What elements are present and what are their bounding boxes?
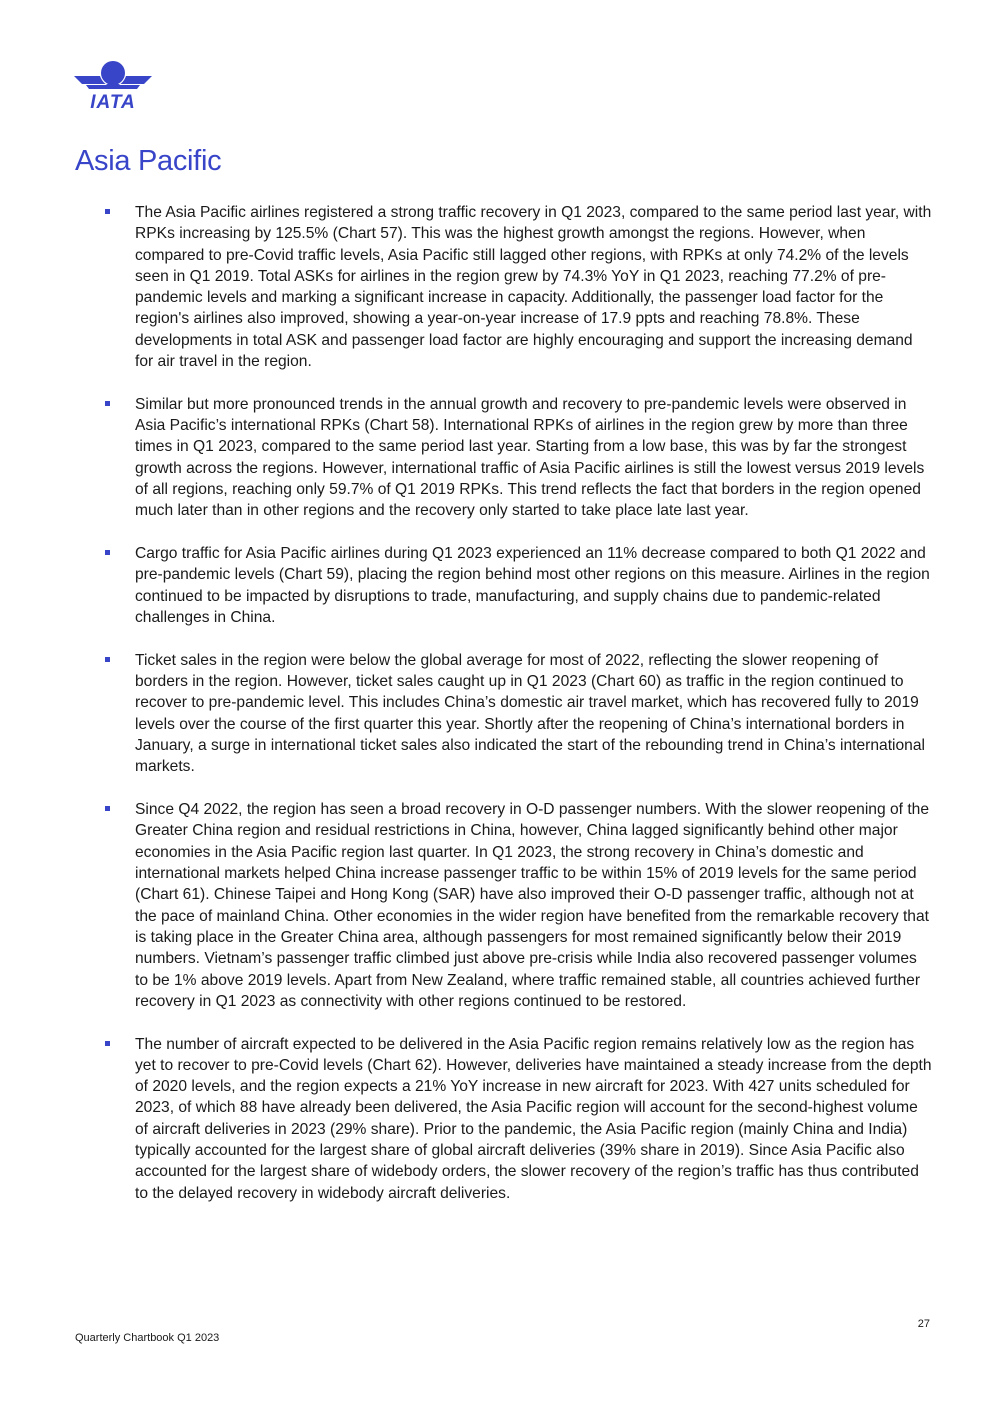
bullet-square-icon xyxy=(105,550,110,555)
bullet-passenger-traffic xyxy=(103,202,933,372)
bullet-square-icon xyxy=(105,1041,110,1046)
bullet-text: Since Q4 2022, the region has seen a broad recovery in O-D passenger numbers. With the slower reopening of the Greater China region and residual restrictions in China, however, China lagged significantly behind other major economies in the Asia Pacific region last quarter. In Q1 2023, the strong recovery in China’s domestic and international markets helped China increase passenger traffic to be within 15% of 2019 levels for the same period (Chart 61). Chinese Taipei and Hong Kong (SAR) have also improved their O-D passenger traffic, although not at the pace of mainland China. Other economies in the wider region have benefited from the remarkable recovery that is taking place in the Greater China area, although passengers for most remained significantly below their 2019 numbers. Vietnam’s passenger traffic climbed just above pre-crisis while India also recovered passenger volumes to be 1% above 2019 levels. Apart from New Zealand, where traffic remained stable, all countries achieved further recovery in Q1 2023 as connectivity with other regions continued to be restored. xyxy=(135,801,929,1010)
bullet-square-icon xyxy=(105,806,110,811)
bullet-square-icon xyxy=(105,209,110,214)
iata-logo xyxy=(74,60,152,112)
bullet-ticket-sales xyxy=(103,650,933,778)
footer-publication: Quarterly Chartbook Q1 2023 xyxy=(75,1332,220,1344)
bullet-text: Ticket sales in the region were below the global average for most of 2022, reflecting the slower reopening of borders in the region. However, ticket sales caught up in Q1 2023 (Chart 60) as traffic in the region continued to recover to pre-pandemic level. This includes China’s domestic air travel market, which has recovered fully to 2019 levels over the course of the first quarter this year. Shortly after the reopening of China’s international borders in January, a surge in international ticket sales also indicated the start of the rebounding trend in China’s international markets. xyxy=(135,651,925,776)
bullet-international-rpks xyxy=(103,394,933,522)
bullet-text: Cargo traffic for Asia Pacific airlines during Q1 2023 experienced an 11% decrease compared to both Q1 2022 and pre-pandemic levels (Chart 59), placing the region behind most other regions on this measure. Airlines in the region continued to be impacted by disruptions to trade, manufacturing, and supply chains due to pandemic-related challenges in China. xyxy=(135,545,930,627)
page-title: Asia Pacific xyxy=(75,145,222,177)
bullet-square-icon xyxy=(105,657,110,662)
bullet-square-icon xyxy=(105,401,110,406)
bullet-list xyxy=(103,202,933,1225)
bullet-cargo-traffic xyxy=(103,543,933,628)
bullet-text: The Asia Pacific airlines registered a strong traffic recovery in Q1 2023, compared to the same period last year, with RPKs increasing by 125.5% (Chart 57). This was the highest growth amongst the regions. However, when compared to pre-Covid traffic levels, Asia Pacific still lagged other regions, with RPKs at only 74.2% of the levels seen in Q1 2019. Total ASKs for airlines in the region grew by 74.3% YoY in Q1 2023, reaching 77.2% of pre-pandemic levels and marking a significant increase in capacity. Additionally, the passenger load factor for the region's airlines also improved, showing a year-on-year increase of 17.9 ppts and reaching 78.8%. These developments in total ASK and passenger load factor are highly encouraging and support the increasing demand for air travel in the region. xyxy=(135,204,932,371)
bullet-text: The number of aircraft expected to be delivered in the Asia Pacific region remains relatively low as the region has yet to recover to pre-Covid levels (Chart 62). However, deliveries have maintained a steady increase from the depth of 2020 levels, and the region expects a 21% YoY increase in new aircraft for 2023. With 427 units scheduled for 2023, of which 88 have already been delivered, the Asia Pacific region will account for the second-highest volume of aircraft deliveries in 2023 (29% share). Prior to the pandemic, the Asia Pacific region (mainly China and India) typically accounted for the largest share of global aircraft deliveries (39% share in 2019). Since Asia Pacific also accounted for the largest share of widebody orders, the slower recovery of the region’s traffic has thus contributed to the delayed recovery in widebody aircraft deliveries. xyxy=(135,1035,932,1202)
page-number: 27 xyxy=(917,1318,930,1330)
bullet-text: Similar but more pronounced trends in the annual growth and recovery to pre-pandemic levels were observed in Asia Pacific’s international RPKs (Chart 58). International RPKs of airlines in the region grew by more than three times in Q1 2023, compared to the same period last year. Starting from a low base, this was by far the strongest growth across the regions. However, international traffic of Asia Pacific airlines is still the lowest versus 2019 levels of all regions, reaching only 59.7% of Q1 2019 RPKs. This trend reflects the fact that borders in the region opened much later than in other regions and the recovery only started to take place late last year. xyxy=(135,395,925,520)
svg-text:IATA: IATA xyxy=(90,92,136,112)
bullet-od-passengers xyxy=(103,799,933,1012)
bullet-aircraft-deliveries xyxy=(103,1034,933,1204)
